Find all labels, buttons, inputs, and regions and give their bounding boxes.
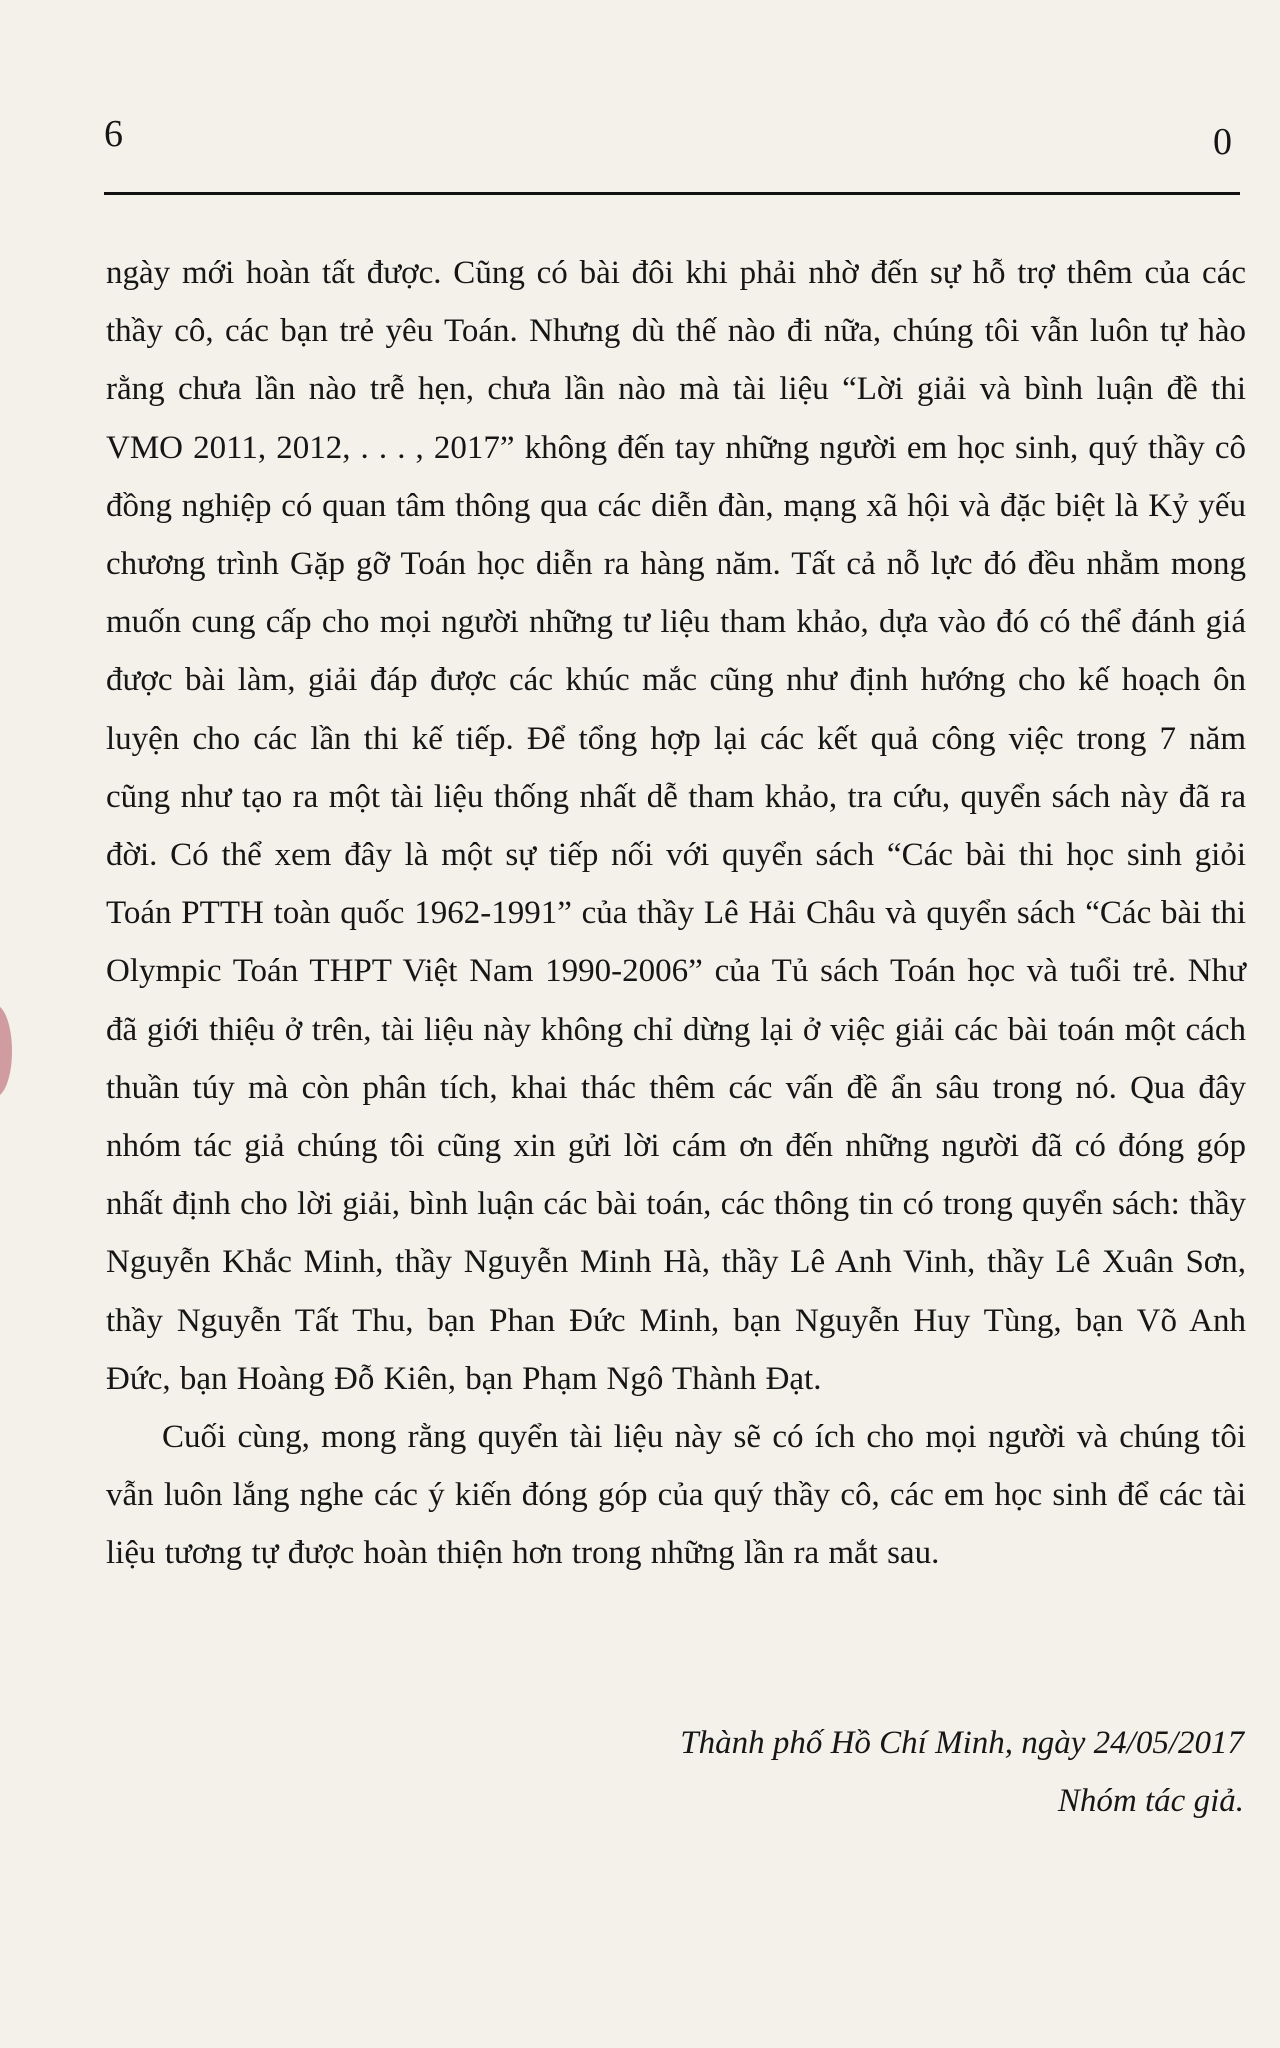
page-header [104, 112, 1232, 162]
paragraph-1: ngày mới hoàn tất được. Cũng có bài đôi khi phải nhờ đến sự hỗ trợ thêm của các thầy cô, các bạn trẻ yêu Toán. Nhưng dù thế nào đi nữa, chúng tôi vẫn luôn tự hào rằng chưa lần nào trễ hẹn, chưa lần nào mà tài liệu “Lời giải và bình luận đề thi VMO 2011, 2012, . . . , 2017” không đến tay những người em học sinh, quý thầy cô đồng nghiệp có quan tâm thông qua các diễn đàn, mạng xã hội và đặc biệt là Kỷ yếu chương trình Gặp gỡ Toán học diễn ra hàng năm. Tất cả nỗ lực đó đều nhằm mong muốn cung cấp cho mọi người những tư liệu tham khảo, dựa vào đó có thể đánh giá được bài làm, giải đáp được các khúc mắc cũng như định hướng cho kế hoạch ôn luyện cho các lần thi kế tiếp. Để tổng hợp lại các kết quả công việc trong 7 năm cũng như tạo ra một tài liệu thống nhất dễ tham khảo, tra cứu, quyển sách này đã ra đời. Có thể xem đây là một sự tiếp nối với quyển sách “Các bài thi học sinh giỏi Toán PTTH toàn quốc 1962-1991” của thầy Lê Hải Châu và quyển sách “Các bài thi Olympic Toán THPT Việt Nam 1990-2006” của Tủ sách Toán học và tuổi trẻ. Như đã giới thiệu ở trên, tài liệu này không chỉ dừng lại ở việc giải các bài toán một cách thuần túy mà còn phân tích, khai thác thêm các vấn đề ẩn sâu trong nó. Qua đây nhóm tác giả chúng tôi cũng xin gửi lời cám ơn đến những người đã có đóng góp nhất định cho lời giải, bình luận các bài toán, các thông tin có trong quyển sách: thầy Nguyễn Khắc Minh, thầy Nguyễn Minh Hà, thầy Lê Anh Vinh, thầy Lê Xuân Sơn, thầy Nguyễn Tất Thu, bạn Phan Đức Minh, bạn Nguyễn Huy Tùng, bạn Võ Anh Đức, bạn Hoàng Đỗ Kiên, bạn Phạm Ngô Thành Đạt. [106, 255, 1246, 1397]
place-date: Thành phố Hồ Chí Minh, ngày 24/05/2017 [680, 1725, 1244, 1761]
main-text [106, 244, 1246, 1583]
thumb-shadow [0, 1005, 12, 1097]
paragraph-2: Cuối cùng, mong rằng quyển tài liệu này sẽ có ích cho mọi người và chúng tôi vẫn luôn lắng nghe các ý kiến đóng góp của quý thầy cô, các em học sinh để các tài liệu tương tự được hoàn thiện hơn trong những lần ra mắt sau. [106, 1419, 1246, 1572]
signature-block [344, 1714, 1244, 1830]
author-signature: Nhóm tác giả. [1057, 1783, 1244, 1819]
right-page-number: 0 [1213, 121, 1232, 163]
header-divider [104, 192, 1240, 195]
left-page-number: 6 [104, 113, 123, 155]
